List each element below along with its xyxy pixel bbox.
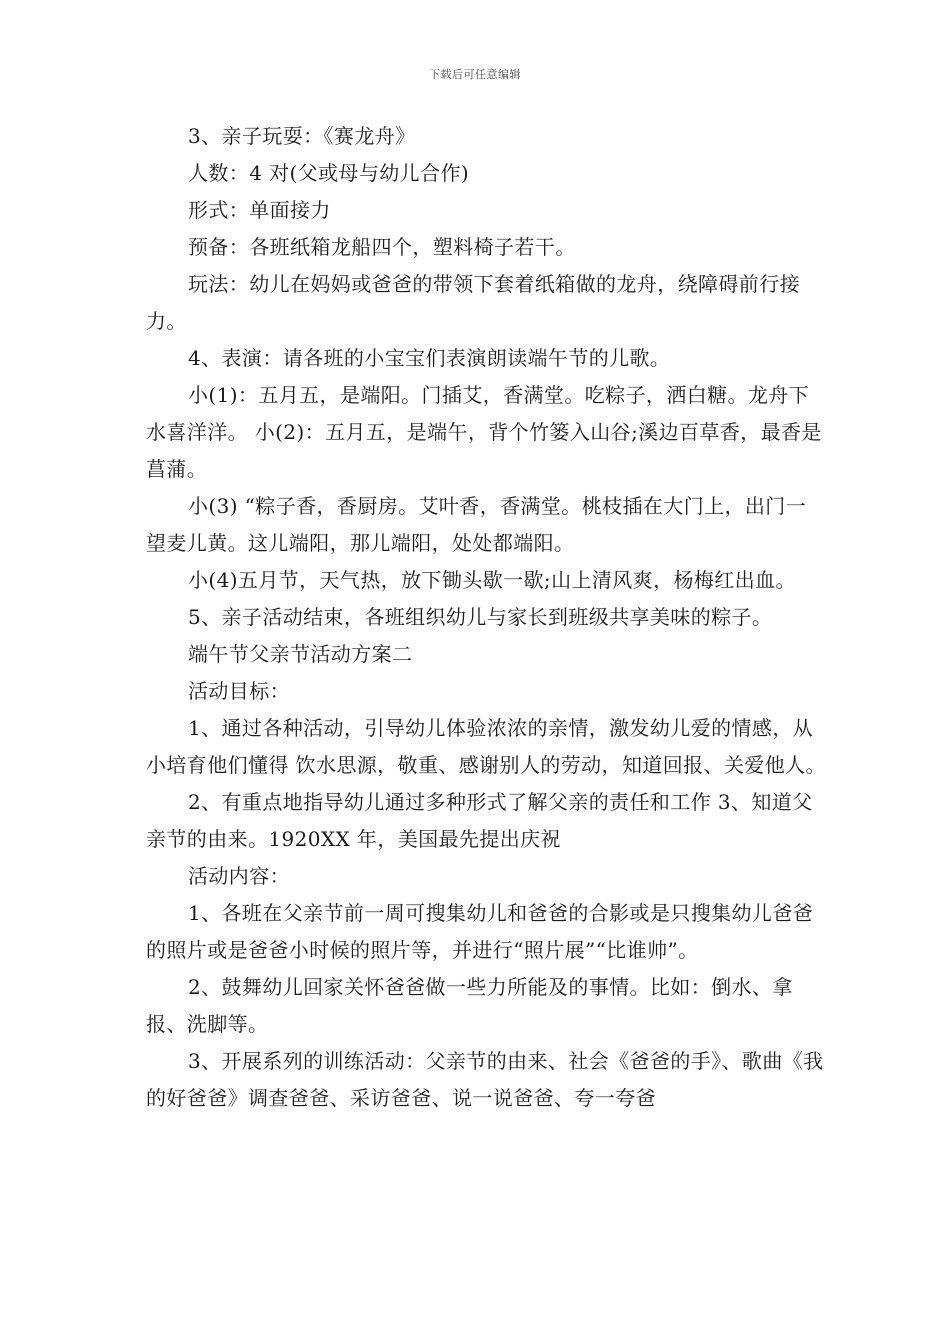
paragraph-goal-1: 1、通过各种活动，引导幼儿体验浓浓的亲情，激发幼儿爱的情感，从小培育他们懂得 饮水思源，敬重、感谢别人的劳动，知道回报、关爱他人。	[146, 716, 826, 777]
paragraph-participants: 人数：4 对(父或母与幼儿合作)	[188, 161, 470, 185]
paragraph-preparation: 预备：各班纸箱龙船四个，塑料椅子若干。	[188, 235, 576, 259]
section-title-plan-two: 端午节父亲节活动方案二	[188, 642, 413, 666]
paragraph-performance: 4、表演：请各班的小宝宝们表演朗读端午节的儿歌。	[188, 346, 671, 370]
paragraph-content-1: 1、各班在父亲节前一周可搜集幼儿和爸爸的合影或是只搜集幼儿爸爸的照片或是爸爸小时候的照片等，并进行“照片展”“比谁帅”。	[146, 901, 814, 962]
paragraph-rhyme-1-2: 小(1)：五月五，是端阳。门插艾，香满堂。吃粽子，洒白糖。龙舟下水喜洋洋。 小(2)：五月五，是端午，背个竹篓入山谷;溪边百草香，最香是菖蒲。	[146, 383, 822, 481]
paragraph-rhyme-3: 小(3) “粽子香，香厨房。艾叶香，香满堂。桃枝插在大门上，出门一望麦儿黄。这儿端阳，那儿端阳，处处都端阳。	[146, 494, 807, 555]
page-header-note: 下载后可任意编辑	[429, 68, 521, 81]
paragraph-dragon-boat-game: 3、亲子玩耍：《赛龙舟》	[188, 124, 416, 148]
paragraph-rules: 玩法：幼儿在妈妈或爸爸的带领下套着纸箱做的龙舟，绕障碍前行接力。	[146, 272, 800, 333]
document-body	[146, 118, 826, 1117]
paragraph-goal-2-3: 2、有重点地指导幼儿通过多种形式了解父亲的责任和工作 3、知道父亲节的由来。1920XX 年，美国最先提出庆祝	[146, 790, 813, 851]
paragraph-rhyme-4: 小(4)五月节，天气热，放下锄头歇一歇;山上清风爽，杨梅红出血。	[188, 568, 796, 592]
paragraph-format: 形式：单面接力	[188, 198, 331, 222]
paragraph-content-3: 3、开展系列的训练活动：父亲节的由来、社会《爸爸的手》、歌曲《我的好爸爸》调查爸爸、采访爸爸、说一说爸爸、夸一夸爸	[146, 1049, 824, 1110]
heading-activity-goals: 活动目标：	[188, 679, 290, 703]
paragraph-content-2: 2、鼓舞幼儿回家关怀爸爸做一些力所能及的事情。比如：倒水、拿报、洗脚等。	[146, 975, 793, 1036]
heading-activity-content: 活动内容：	[188, 864, 290, 888]
paragraph-activity-end: 5、亲子活动结束，各班组织幼儿与家长到班级共享美味的粽子。	[188, 605, 773, 629]
